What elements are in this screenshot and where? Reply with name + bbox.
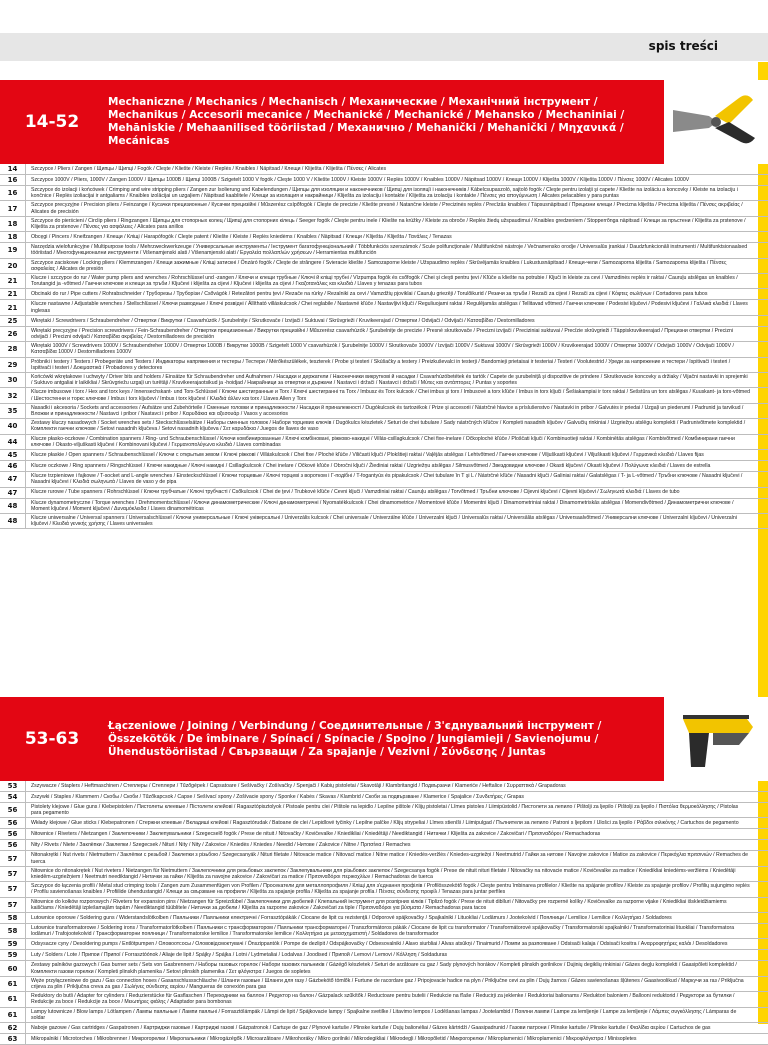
row-description: Klucze nastawne / Adjustable wrenches / Stellschlüssel / Ключи разводные / Ключі розвідні / Állítható villáskulcsok / Chei reglabile / Nastavné kľúče / Nastavljivi ključi / Reguliuojami raktai / Regulējamās atslēgas / Tellitavad võtmed / Гаечни ключове / Podesivi ključevi / Podesivi ključevi / Γαλλικά κλειδιά / Llaves inglesas: [31, 301, 748, 314]
table-row[interactable]: [0, 867, 768, 882]
row-description: Szczypce do izolacji i końcówek / Crimping and wire stripping pliers / Zangen zur Isolierung und Kabelendungen / Щипцы для изоляции и наконечников / Щипці для ізоляції і наконечників / Kábelcsupaszoló, sajtoló fogók / Cleşte pentru izolaţii şi capete / Kliešte na izoláciu a koncovky / Kleiste na izolaciju i končnice / Replės izoliacijai ir antgaliams / Knaibles izolācijai un uzgaļiem / Näpitsad kaablitele / Клещи за изолация и накрайници / Kliješta za izolaciju i kontakte / Kliješta za izolaciju i kontakte / Πένσες για απογύμνωση / Alicates pelacables y para puntas: [31, 187, 738, 200]
row-description: Próbniki i testery / Testers / Probegeräte und Testers / Индикаторы напряжения и тестеры / Тестери / Mérőkészülékek, teszterek / Probe şi testeri / Skúšačky a testery / Preizkuševalci in testerji / Bandomieji prietaisai ir testeriai / Testeri / Voolutestrid / Уреди за напрежение и тестери / Ispitivači i testeri / Ispitivači i testeri / Δοκιμαστικά / Probadores y detectores: [31, 358, 731, 371]
row-page-number: 48: [0, 499, 26, 513]
table-row[interactable]: [0, 316, 768, 327]
row-description: Obcęgi / Pincers / Kneifzangen / Клещи / Кліщі / Harapófogók / Cleşte patent / Kliešte / Kleiste / Replės kniedėms / Knaibles / Näpitsad / Клещи / Kliješta / Kliješta / Τανάλιες / Tenazas: [31, 234, 452, 241]
table-row[interactable]: [0, 342, 768, 357]
table-row[interactable]: [0, 327, 768, 342]
table-row[interactable]: [0, 803, 768, 818]
row-description: Szczypce 1000V / Pliers, 1000V / Zangen 1000V / Щипцы 1000В / Щипці 1000В / Szigetelt 1000 V fogók / Cleşte 1000 V / Kliešte 1000V / Kleiste 1000V / Replės 1000V / Knaibles 1000V / Näpitsad 1000V / Клещи 1000V / Kliješta 1000V / Kliješta 1000V / Πένσες 1000V / Alicates 1000V: [31, 176, 690, 183]
table-row[interactable]: [0, 435, 768, 450]
table-row[interactable]: [0, 961, 768, 976]
table-row[interactable]: [0, 781, 768, 792]
row-page-number: 59: [0, 950, 26, 960]
row-page-number: 61: [0, 977, 26, 991]
row-description: Klucze płaskie / Open spanners / Schraubenschlüssel / Ключи с открытым зевом / Ключі ріжкові / Villáskulcsok / Chei fixe / Ploché kľúče / Viličasti ključi / Plokštieji raktai / Vaļējās atslēgas / Lehtvõtmed / Гаечни ключове / Viljuškasti ključevi / Viljuškasti ključevi / Γερμανικά κλειδιά / Llaves fijas: [31, 451, 704, 458]
row-page-number: 58: [0, 913, 26, 923]
table-row[interactable]: [0, 201, 768, 216]
table-row[interactable]: [0, 829, 768, 840]
table-row[interactable]: [0, 851, 768, 866]
row-description: Reduktory do butli / Adapter for cylinders / Reduzierstücke für Gasflaschen / Переходники на баллон / Редуктор на балон / Gázpalack szűkítők / Reductoare pentru butelii / Redukcie na fľaše / Reducirji za jeklenke / Reduktoriai balionams / Reduktori baloniem / Ballooni reduktorid / Редуктори за бутилки / Redukcije za boce / Redukcije za boce / Μειωτήρες φιάλης / Adaptador para bombonas: [31, 993, 735, 1006]
table-row[interactable]: [0, 939, 768, 950]
section-title: Łączeniowe / Joining / Verbindung / Соединительные / З'єднувальний інструмент / Összekötők / De îmbinare / Spínací / Spínacie / Spojno / Jungiamieji / Savienojumu / Ühendustööriistad / Свързващи / Za spajanje / Vezivni / Σύνδεσης / Juntas: [108, 719, 602, 758]
row-description: Szczypce / Pliers / Zangen / Щипцы / Щипці / Fogók / Cleşte / Kliešte / Kleiste / Replės / Knaibles / Näpitsad / Клещи / Kliješta / Kliješta / Πένσες / Alicates: [31, 165, 387, 172]
table-row[interactable]: [0, 1023, 768, 1034]
row-page-number: 46: [0, 461, 26, 471]
table-row[interactable]: [0, 419, 768, 434]
section-page-range: 53-63: [24, 729, 80, 749]
row-page-number: 29: [0, 358, 26, 372]
section-page-range: 14-52: [24, 112, 80, 132]
table-row[interactable]: [0, 232, 768, 243]
row-description: Mikropalniki / Microtorches / Mikrobrenner / Микрогорелки / Мікропальники / Mikrogázégők / Microarzătoare / Mikrohoráky / Mikro gorilniki / Mikrodegikliai / Mikrodegļi / Mikropõletid / Микрогорелки / Mikroplamenici / Mikroplamenici / Μικροφλόγιστρα / Minisopletes: [31, 1035, 637, 1042]
row-page-number: 61: [0, 992, 26, 1006]
table-row[interactable]: [0, 243, 768, 258]
staple-gun-icon: [664, 697, 768, 781]
table-row[interactable]: [0, 274, 768, 289]
row-page-number: 21: [0, 289, 26, 299]
row-description: Klucze rurowe / Tube spanners / Rohrschlüssel / Ключи трубчатые / Ключі трубчасті / Csőkulcsok / Chei de ţevi / Trubkové kľúče / Cevni ključi / Vamzdiniai raktai / Cauruļu atslēgas / Torvõtmed / Тръбни ключове / Cijevni ključevi / Cijevni ključevi / Σωληνωτά κλειδιά / Llaves de tubo: [31, 489, 680, 496]
row-page-number: 60: [0, 961, 26, 975]
row-description: Narzędzia wielofunkcyjne / Multipurpose tools / Mehrzweckwerkzeuge / Универсальные инструменты / Інструмент багатофункціональний / Többfunkciós szerszámok / Scule polifuncţionale / Multifunkčné nástroje / Večnamensko orodje / Universalūs įrankiai / Daudzfunkcionāli instrumenti / Multifunktsionaalsed tööriistad / Многофункционални инструменти / Višenamjenski alati / Višenamjenski alati / Εργαλεία πολλαπλών χρήσεων / Herramientas multifunción: [31, 244, 748, 257]
table-row[interactable]: [0, 488, 768, 499]
row-page-number: 21: [0, 300, 26, 314]
table-row[interactable]: [0, 1034, 768, 1045]
row-description: Klucze dynamometryczne / Torque wrenches / Drehmomentschlüssel / Ключи динамометрические / Ключі динамометричні / Nyomatékkulcsok / Chei dinamometrice / Momentové kľúče / Momentni ključi / Dinamometriniai raktai / Dinamometriskās atslēgas / Momendivõtmed / Динамометрични ключове / Moment ključevi / Moment ključevi / Δυναμόκλειδα / Llaves dinamométricas: [31, 499, 734, 512]
section-banner: [0, 697, 768, 781]
row-description: Szczypce zaciskowe / Locking pliers / Klemmzangen / Клещи зажимные / Кліщі затискні / Önzáró fogók / Cleşte de strângere / Svieracie kliešte / Samozaporne kleiste / Užspaudimo replės / Skrūvējamās knaibles / Lukustusnäpitsad / Клещи-чели / Samozaporna kliješta / Samozaporna kliješta / Πένσες ασφαλείας / Alicates de presión: [31, 259, 727, 272]
table-row[interactable]: [0, 289, 768, 300]
row-description: Klucze płasko-oczkowe / Combination spanners / Ring- und Schraubenschlüssel / Ключи комбинированные / Ключі комбіновані, ріжково-накидні / Villás-csillagkulcsok / Chei fixe-inelare / Očkoploché kľúče / Ploščati ključi / Kombinuotieji raktai / Kombinētās atslēgas / Kombivõtmed / Комбинирани гаечни ключове / Okasto-viljuškasti ključevi / Kombinovani ključevi / Γερμανοπολύγωνα κλειδιά / Llaves combinadas: [31, 435, 735, 448]
row-description: Nitownice do kołków rozporowych / Riveters for expansion pins / Nietzangen für Spreizdübel / Заклепочники для дюбелей / Клепальний інструмент для розпірних кілків / Tiplizó fogók / Prese de nituit diblluri / Nitovačky pre rozperné kolíky / Kovičevalke za razporne vijake / Kniedikliai išskleidžiamiems kaiščiams / Kniedētāji izplešamajām tapām / Neediktangid tüüblitele / Нитачки за дюбели / Kliješta za razporne zakovice / Zakovičari za tiple / Πριτσιναδόροι για βύσματα / Remachadoras para tacos: [31, 898, 727, 911]
row-page-number: 19: [0, 243, 26, 257]
section-title: Mechaniczne / Mechanics / Mechanisch / Механические / Механічний інструмент / Mechanikus / Accesorii mecanice / Mechanické / Mechanické / Mehansko / Mechaniniai / Mehāniskie / Mehaanilised tööriistad / Механично / Mehanički / Mehanički / Μηχανικά / Mecánicas: [108, 96, 625, 147]
table-row[interactable]: [0, 358, 768, 373]
row-page-number: 61: [0, 1008, 26, 1022]
table-row[interactable]: [0, 792, 768, 803]
row-page-number: 18: [0, 217, 26, 231]
table-row[interactable]: [0, 840, 768, 851]
row-description: Nitownice do nitonakrętek / Nut riveters / Nietzangen für Nietmuttern / Заклепочники для резьбовых заклепок / Заклепувальники для різьбових заклепок / Szegecsanya fogók / Prese de nituit nituri filetate / Nitovačky na nitovacie matice / Kovičevalke za matice / Kniedikliai kniedėms-veržlėms / Kniedētāji kniedēm-uzgriežņiem / Neetmutri neediktangid / Нитачки за гайки / Kliješta za navojne zakovice / Zakovičari za matice / Πριτσιναδόροι περικοχλίων / Remachadoras de tuerca: [31, 867, 736, 881]
table-row[interactable]: [0, 1008, 768, 1023]
row-page-number: 53: [0, 781, 26, 791]
table-row[interactable]: [0, 913, 768, 924]
row-description: Naboje gazowe / Gas cartridges / Gaspatronen / Картриджи газовые / Картриджі газові / Gázpatronok / Cartuşe de gaz / Plynové kartuše / Plinske kartuše / Dujų balionėliai / Gāzes kārtridži / Gaasipadrunid / Газови патрони / Plinske kartuše / Plinske kartuše / Φιαλίδια αερίου / Cartuchos de gas: [31, 1024, 711, 1031]
staple-gun-illustration: [664, 697, 768, 781]
row-description: Lampy lutownicze / Blow lamps / Lötlampen / Лампы паяльные / Лампи паяльні / Forrasztólámpák / Lămpi de lipit / Spájkovacie lampy / Spajkalne svetilke / Litavimo lempos / Lodēšanas lampas / Jootelambid / Поялни лампи / Lampe za lemljenje / Lampe za lemljenje / Λάμπες συγκόλλησης / Lámparas de soldar: [31, 1008, 737, 1021]
row-description: Węże przyłączeniowe do gazu / Gas connection hoses / Gasanschlussschläuche / Шланги газовые / Шланги для газу / Gázbekötő tömlők / Furtune de racordare gaz / Pripojovacie hadice na plyn / Priključne cevi za plin / Dujų žarnos / Gāzes savienošanas šļūtenes / Gaasivoolikud / Маркучи за газ / Priključna crijeva za plin / Priključna creva za gas / Σωλήνες σύνδεσης αερίου / Mangueras de conexión para gas: [31, 977, 744, 991]
row-page-number: 45: [0, 450, 26, 460]
section-rows: [0, 781, 768, 1045]
row-page-number: 14: [0, 164, 26, 174]
row-description: Wkrętaki 1000V / Screwdrivers 1000V / Schraubendreher 1000V / Отвертки 1000В / Викрутки 1000В / Szigetelt 1000 V csavarhúzók / Şurubelniţe 1000V / Skrutkovače 1000V / Izvijači 1000V / Suktuvai 1000V / Skrūvgrieži 1000V / Kruvikeerajad 1000V / Отвертки 1000V / Odvijači 1000V / Odvijači 1000V / Κατσαβίδια 1000V / Destornilladores 1000V: [31, 343, 734, 356]
row-page-number: 30: [0, 373, 26, 387]
row-page-number: 57: [0, 851, 26, 865]
row-description: Końcówki wkrętakowe i uchwyty / Driver bits and holders / Einsätze für Schraubendreher und Aufnahmen / Насадки и держатели / Наконечники викруткові й насадки / Csavarhúzóbetétek és tartók / Capete de şurubelniţă şi dispozitive de prindere / Skrutkovacie koncovky a držiaky / Vijačni nastavki in sprejemki / Suktuvo antgaliai ir laikikliai / Skrūvgriežu uzgaļi un turētāji / Kruvikeerajaotsikud ja -hoidjad / Накрайници за отвертки и държачи / Nastavci i držači / Nastavci i držači / Μύτες και αντάπτορες / Puntas y soportes: [31, 374, 748, 387]
row-page-number: 17: [0, 201, 26, 215]
row-description: Zszywacze / Staplers / Heftmaschinen / Степлеры / Степлери / Tűzőgépek / Capsatoare / Sešívačky / Zošívačky / Spenjači / Kabių pistoletai / Skavotāji / Klambritangid / Подвързачи / Klameriće / Heftalice / Συρραπτικά / Grapadoras: [31, 782, 566, 789]
row-page-number: 25: [0, 316, 26, 326]
table-row[interactable]: [0, 388, 768, 403]
row-page-number: 56: [0, 818, 26, 828]
row-description: Szczypce precyzyjne / Precision pliers / Feinzange / Кусачки прецизионные / Кусачки прецизійні / Műszerész csípőfogók / Cleşte de precizie / Kliešte presné / Natančne kleiste / Precizinės replės / Precīzās knaibles / Täpsusnäpitsad / Прецизни клещи / Precizna kliješta / Precizna kliješta / Πένσες ακριβείας / Alicates de precisión: [31, 202, 743, 215]
table-row[interactable]: [0, 924, 768, 939]
row-page-number: 35: [0, 404, 26, 418]
table-row[interactable]: [0, 186, 768, 201]
row-description: Nity / Rivets / Niete / Заклёпки / Заклепки / Szegecsek / Nituri / Nity / Nity / Zakovice / Kniedės / Kniedes / Needid / Нитове / Zakovice / Nitne / Πριτσίνια / Remaches: [31, 842, 411, 849]
row-description: Luty / Solders / Lote / Припои / Припої / Forrasztóónok / Aliaje de lipit / Spájky / Spájka / Lotni / Lydmetaliai / Lodalvas / Joodised / Припой / Lemovi / Lemovi / Κόλληση / Soldaduras: [31, 952, 448, 959]
row-page-number: 63: [0, 1034, 26, 1044]
table-row[interactable]: [0, 977, 768, 992]
row-page-number: 40: [0, 419, 26, 433]
row-description: Szczypce do łączenia profili / Metal stud crimping tools / Zangen zum Zusammenfügen von Profilen / Просекатели для металлопрофиля / Кліщі для з'єднання профілів / Profilösszekötő fogók / Cleşte pentru îmbinarea profilelor / Kliešte na spájanie profilov / Kleiste za spajanje profilov / Profilių sujungimo replės / Profilu savienošanas knaibles / Profiilide ühendustangid / Клещи за свързване на профили / Kliješta za spajanje profila / Kliješta za spajanje profila / Πένσες σύνδεσης προφίλ / Tenazas para juntar perfiles: [31, 883, 750, 896]
row-page-number: 47: [0, 472, 26, 486]
table-row[interactable]: [0, 450, 768, 461]
row-description: Nitownice / Riveters / Nietzangen / Заклепочники / Заклепувальники / Szegecselő fogók / Prese de nituit / Nitovačky / Kovičevalke / Kniedikliai / Kniedētāji / Neediktangid / Нитачки / Kliješta za zakovice / Zakovičari / Πριτσιναδόροι / Remachadoras: [31, 831, 601, 838]
row-description: Zestawy palników gazowych / Gas burner sets / Sets von Gasbrennern / Наборы газовых горелок / Набори газових пальників / Gázégő készletek / Seturi de arzătoare cu gaz / Sady plynových horákov / Kompleti plinskih gorilnikov / Dujinių degiklių rinkiniai / Gāzes degļu komplekti / Gaasipõleti komplektid / Комплекти газови горелки / Kompleti plinskih plamenika / Setovi plinskih plamenika / Σετ φλόγιστρα / Juegos de sopletes: [31, 962, 737, 975]
section-banner: [0, 80, 768, 164]
row-page-number: 18: [0, 232, 26, 242]
table-row[interactable]: [0, 514, 768, 529]
pliers-icon: [664, 80, 768, 164]
row-description: Lutownice transformatorowe / Soldering irons / Transformatorlötkolben / Паяльники с трансформатором / Паяльники трансформаторні / Transzformátoros pákák / Ciocane de lipit cu transformator / Transformátorové spájkovačky / Transformatorski spajkalniki / Transformatoriniai lituokliai / Transformatora lodāmuri / Trafojootekolvid / Трансформаторни поялници / Transformatorske lemilice / Transformatorske lemilice / Κολλητήρια με μετασχηματιστή / Soldadores de transformador: [31, 925, 735, 938]
row-page-number: 47: [0, 488, 26, 498]
row-page-number: 58: [0, 924, 26, 938]
row-page-number: 20: [0, 259, 26, 273]
row-description: Wkrętaki / Screwdrivers / Schraubendreher / Отвертки / Викрутки / Csavarhúzók / Şurubelniţe / Skrutkovače / Izvijači / Suktuvai / Skrūvgrieži / Kruvikeerajad / Отвертки / Odvijači / Odvijači / Κατσαβίδια / Destornilladores: [31, 317, 535, 324]
table-row[interactable]: [0, 373, 768, 388]
row-description: Klucze oczkowe / Ring spanners / Ringschlüssel / Ключи накидные / Ключі накидні / Csillagkulcsok / Chei inelare / Očkové kľúče / Obročni ključi / Žiediniai raktai / Uzgriežņu atslēgas / Silmusvõtmed / Звездовидни ключове / Okasti ključevi / Okasti ključevi / Πολύγωνα κλειδιά / Llaves de estrella: [31, 462, 711, 469]
table-row[interactable]: [0, 404, 768, 419]
row-description: Nitonakrętki / Nut rivets / Nietmuttern / Заклёпки с резьбой / Заклепки з різьбою / Szegecsanyák / Nituri filetate / Nitovacie matice / Nitovací matice / Nitne matice / Kniedės-veržlės / Kniedes-uzgriežņi / Neetmutrid / Гайки за нитове / Navojne zakovice / Matice za zakovice / Περικόχλια πριτσινιών / Remaches de tuerca: [31, 852, 748, 865]
table-row[interactable]: [0, 461, 768, 472]
table-row[interactable]: [0, 175, 768, 186]
row-description: Wkrętaki precyzyjne / Precision screwdrivers / Fein-Schraubendreher / Отвертки прецизионные / Викрутки прецизійні / Műszerész csavarhúzók / Şurubelniţe de precizie / Presné skrutkovače / Precizni izvijači / Preciziniai suktuvai / Precīzie skrūvgrieži / Täppiskruvikeerajad / Прецизни отвертки / Precizni odvijači / Precizni odvijači / Κατσαβίδια ακριβείας / Destornilladores de precisión: [31, 327, 734, 341]
row-page-number: 62: [0, 1023, 26, 1033]
row-page-number: 44: [0, 435, 26, 449]
row-page-number: 54: [0, 792, 26, 802]
table-row[interactable]: [0, 898, 768, 913]
row-description: Klucze trzpieniowe i fajkowe / T-socket and L-angle wrenches / Einsteckschlüssel / Ключи торцевые / Ключі торцеві з воротком і Г-подібні / T-fogantyús és pipakulcsok / Chei tubulare în T şi L / Nástrčné kľúče / Nasadni ključi / Galiniai raktai / Galatslēgas / T- ja L-võtmed / Тръбни ключове / Nasadni ključevi / Nasadni ključevi / Κλειδιά σωληνωτά / Llaves de vaso y de pipa: [31, 473, 743, 486]
row-description: Klucze i szczypce do rur / Water pump pliers and wrenches / Rohrschlüssel und -zangen / Ключи и клещи трубные / Ключі й кліщі трубні / Vízpumpa fogók és csőfogók / Chei şi cleşti pentru ţevi / Kľúče a kliešte na potrubie / Ključi in kleiste za cevi / Vamzdinės replės ir raktai / Cauruļu atslēgas un knaibles / Torutangid ja -võtmed / Гаечни ключове и клещи за тръби / Ključevi i kliješta za cijevi / Ključevi i kliješta za cijevi / Γκαζοτανάλιες και κλειδιά / Llaves y tenazas para tubos: [31, 275, 738, 288]
row-description: Nasadki i akcesoria / Sockets and accessories / Aufsätze und Zubehörteile / Сменные головки и принадлежности / Насадки й приналежності / Dugókulcsok és tartozékok / Prize şi accesorii / Nástrčné hlavice a príslušenstvo / Nastavki in pribor / Galvutės ir priedai / Uzgaļi un piederumi / Padrunid ja tarvikud / Вложки и принадлежности / Nastavci i pribor / Nastavci i pribor / Καρυδάκια και αξεσουάρ / Vasos y accesorios: [31, 404, 744, 418]
row-description: Zszywki / Staples / Klammern / Скобы / Скоби / Tűzőkapcsok / Capse / Sešívací spony / Zošívacie spony / Sponke / Kabės / Skavas / Klambrid / Скоби за подвързване / Klamerice / Spajalice / Συνδετήρες / Grapas: [31, 793, 524, 800]
row-page-number: 26: [0, 327, 26, 341]
table-row[interactable]: [0, 472, 768, 487]
row-page-number: 57: [0, 867, 26, 881]
row-page-number: 56: [0, 803, 26, 817]
table-row[interactable]: [0, 882, 768, 897]
row-page-number: 56: [0, 840, 26, 850]
row-description: Lutownice oporowe / Soldering guns / Widerstandslötkolben / Паяльники / Паяльники електричні / Forrasztópákák / Ciocane de lipit cu rezistenţă / Odporové spájkovačky / Spajkalniki / Lituokliai / Lodāmurs / Jootekolvid / Поялници / Lemilice / Lemilice / Κολλητήρια / Soldadores: [31, 914, 672, 921]
row-page-number: 57: [0, 898, 26, 912]
row-description: Odsysacze cyny / Desoldering pumps / Entlötpumpen / Оловоотсосы / Олововідсмоктувачі / Ónszippantók / Pompe de dezlipit / Odspájkovačky / Odsesovalniki / Alavo siurbliai / Alvas atsūkņi / Tinaimurid / Помпи за разпояване / Odsisači kalaja / Odsisači kositra / Αναρροφητήρες καλάι / Desoldadores: [31, 941, 728, 948]
row-description: Zestawy kluczy nasadowych / Socket wrenches sets / Steckschlüsselsätze / Наборы сменных головок / Набори торцевих ключів / Dugókulcs készletek / Seturi de chei tubulare / Sady nástrčných kľúčov / Kompleti nasadnih ključev / Galvučių rinkiniai / Uzgriežņu atslēgu komplekti / Padrunivõtmete komplektid / Комплекти гаечни ключове / Setovi nasadnih ključeva / Setovi nasadnih ključeva / Σετ καρυδάκια / Juegos de llaves de vaso: [31, 420, 746, 433]
row-page-number: 32: [0, 388, 26, 402]
row-page-number: 59: [0, 939, 26, 949]
row-page-number: 56: [0, 829, 26, 839]
pliers-illustration: [664, 80, 768, 164]
row-page-number: 16: [0, 175, 26, 185]
row-description: Wkłady klejowe / Glue sticks / Klebepatronen / Стержни клеевые / Вкладиші клейові / Ragasztórudak / Batoane de clei / Lepidlové tyčinky / Lepilne palčke / Klijų strypeliai / Līmes stienīši / Liimipulgad / Пълнители за лепило / Patroni s ljepilom / Ulošci za ljepilo / Ράβδοι σιλικόνης / Cartuchos de pegamento: [31, 820, 739, 827]
page-title: spis treści: [648, 39, 718, 53]
row-page-number: 21: [0, 274, 26, 288]
table-row[interactable]: [0, 950, 768, 961]
row-description: Obcinaki do rur / Pipe cutters / Rohrabschneider / Труборезы / Труборізи / Csővágók / Retezători pentru ţevi / Rezače na rúrky / Rezalniki za cevi / Vamzdžių pjoviklai / Cauruļu griezēji / Torulõikurid / Резачи за тръби / Rezači za cijevi / Rezači za cijevi / Κόφτες σωλήνων / Cortadores para tubos: [31, 291, 708, 298]
row-description: Klucze uniwersalne / Universal spanners / Universalschlüssel / Ключи универсальные / Ключі універсальні / Univerzális kulcsok / Chei universale / Univerzálne kľúče / Univerzalni ključi / Universalūs raktai / Universālās atslēgas / Universaalvõtmed / Универсални ключове / Univerzalni ključevi / Univerzalni ključevi / Κλειδιά γενικής χρήσης / Llaves universales: [31, 514, 737, 528]
row-page-number: 16: [0, 186, 26, 200]
row-page-number: 48: [0, 514, 26, 528]
table-row[interactable]: [0, 992, 768, 1007]
table-row[interactable]: [0, 164, 768, 175]
section-joining: [0, 697, 768, 1045]
row-page-number: 28: [0, 342, 26, 356]
section-mechanics: [0, 80, 768, 529]
section-rows: [0, 164, 768, 529]
row-page-number: 57: [0, 882, 26, 896]
table-row[interactable]: [0, 217, 768, 232]
table-row[interactable]: [0, 259, 768, 274]
row-description: Pistolety klejowe / Glue guns / Klebepistolen / Пистолеты клеевые / Пістолети клейові / Ragasztópisztolyok / Pistoale pentru clei / Pištole na lepidlo / Lepilne pištole / Klijų pistoletai / Līmes pistoles / Liimipüstolid / Пистолети за лепило / Pištolji za ljepilo / Pištolji za ljepilo / Πιστόλια θερμοκόλλησης / Pistolas para pegamento: [31, 804, 739, 817]
table-row[interactable]: [0, 818, 768, 829]
table-row[interactable]: [0, 499, 768, 514]
row-description: Szczypce do pierścieni / Circlip pliers / Ringzangen / Щипцы для стопорных колец / Щипці для стопорних кілець / Seeger fogók / Cleşte pentru inele / Kliešte na krúžky / Kleiste za obroče / Replės žiedų užspaudimui / Knaibles gredzeniem / Stopperrõnga näpitsad / Клещи за пръстени / Kliješta za prstenove / Kliješta za prstenove / Πένσες για ασφάλειες / Alicates para anillos: [31, 217, 746, 231]
row-description: Klucze imbusowe i torx / Hex and torx keys / Innensechskant- und Torx-Schlüssel / Ключи шестигранные и Torx / Ключі шестигранні та Torx / Imbusz és Torx kulcsok / Chei imbus şi torx / Imbusové a torx kľúče / Imbus in torx ključi / Šešiakampiai ir torx raktai / Sešstūra un torx atslēgas / Kuuskant- ja torx-võtmed / Шестостенни и торкс ключове / Imbus i torx ključevi / Imbus i torx ključevi / Κλειδιά άλλεν και torx / Llaves Allen y Torx: [31, 389, 751, 402]
table-row[interactable]: [0, 300, 768, 315]
